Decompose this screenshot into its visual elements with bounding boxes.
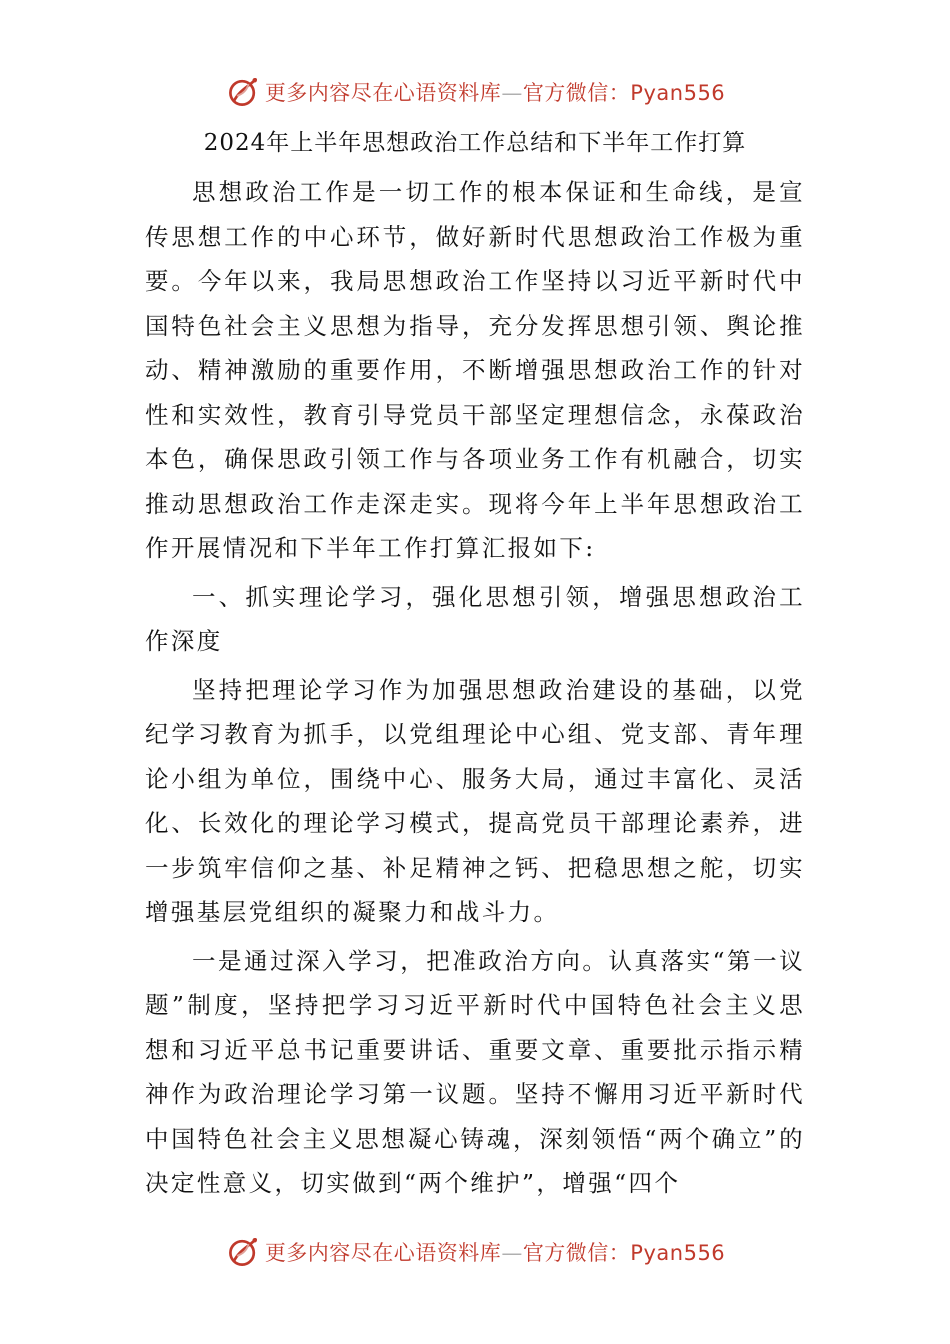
watermark-contact: 官方微信：Pyan556	[522, 1241, 726, 1265]
watermark-header	[0, 72, 950, 112]
section-heading-1: 一、抓实理论学习，强化思想引领，增强思想政治工作深度	[145, 582, 805, 655]
swirl-logo-icon	[225, 74, 261, 110]
document-title: 2024年上半年思想政治工作总结和下半年工作打算	[203, 130, 747, 156]
watermark-separator: —	[501, 81, 523, 105]
paragraph-point-1: 一是通过深入学习，把准政治方向。认真落实“第一议题”制度，坚持把学习习近平新时代中国特色社会主义思想和习近平总书记重要讲话、重要文章、重要批示指示精神作为政治理论学习第一议题。坚持不懈用习近平新时代中国特色社会主义思想凝心铸魂，深刻领悟“两个确立”的决定性意义，切实做到“两个维护”，增强“四个	[145, 946, 805, 1197]
swirl-logo-icon	[225, 1234, 261, 1270]
watermark-footer	[0, 1232, 950, 1272]
watermark-text: 更多内容尽在心语资料库	[264, 1241, 502, 1265]
document-body	[145, 170, 805, 1210]
watermark-text: 更多内容尽在心语资料库	[264, 81, 502, 105]
watermark-contact: 官方微信：Pyan556	[522, 81, 726, 105]
paragraph-section-1: 坚持把理论学习作为加强思想政治建设的基础，以党纪学习教育为抓手，以党组理论中心组、党支部、青年理论小组为单位，围绕中心、服务大局，通过丰富化、灵活化、长效化的理论学习模式，提高党员干部理论素养，进一步筑牢信仰之基、补足精神之钙、把稳思想之舵，切实增强基层党组织的凝聚力和战斗力。	[145, 675, 805, 926]
paragraph-intro: 思想政治工作是一切工作的根本保证和生命线，是宣传思想工作的中心环节，做好新时代思想政治工作极为重要。今年以来，我局思想政治工作坚持以习近平新时代中国特色社会主义思想为指导，充分发挥思想引领、舆论推动、精神激励的重要作用，不断增强思想政治工作的针对性和实效性，教育引导党员干部坚定理想信念，永葆政治本色，确保思政引领工作与各项业务工作有机融合，切实推动思想政治工作走深走实。现将今年上半年思想政治工作开展情况和下半年工作打算汇报如下:	[145, 178, 805, 562]
watermark-separator: —	[501, 1241, 523, 1265]
